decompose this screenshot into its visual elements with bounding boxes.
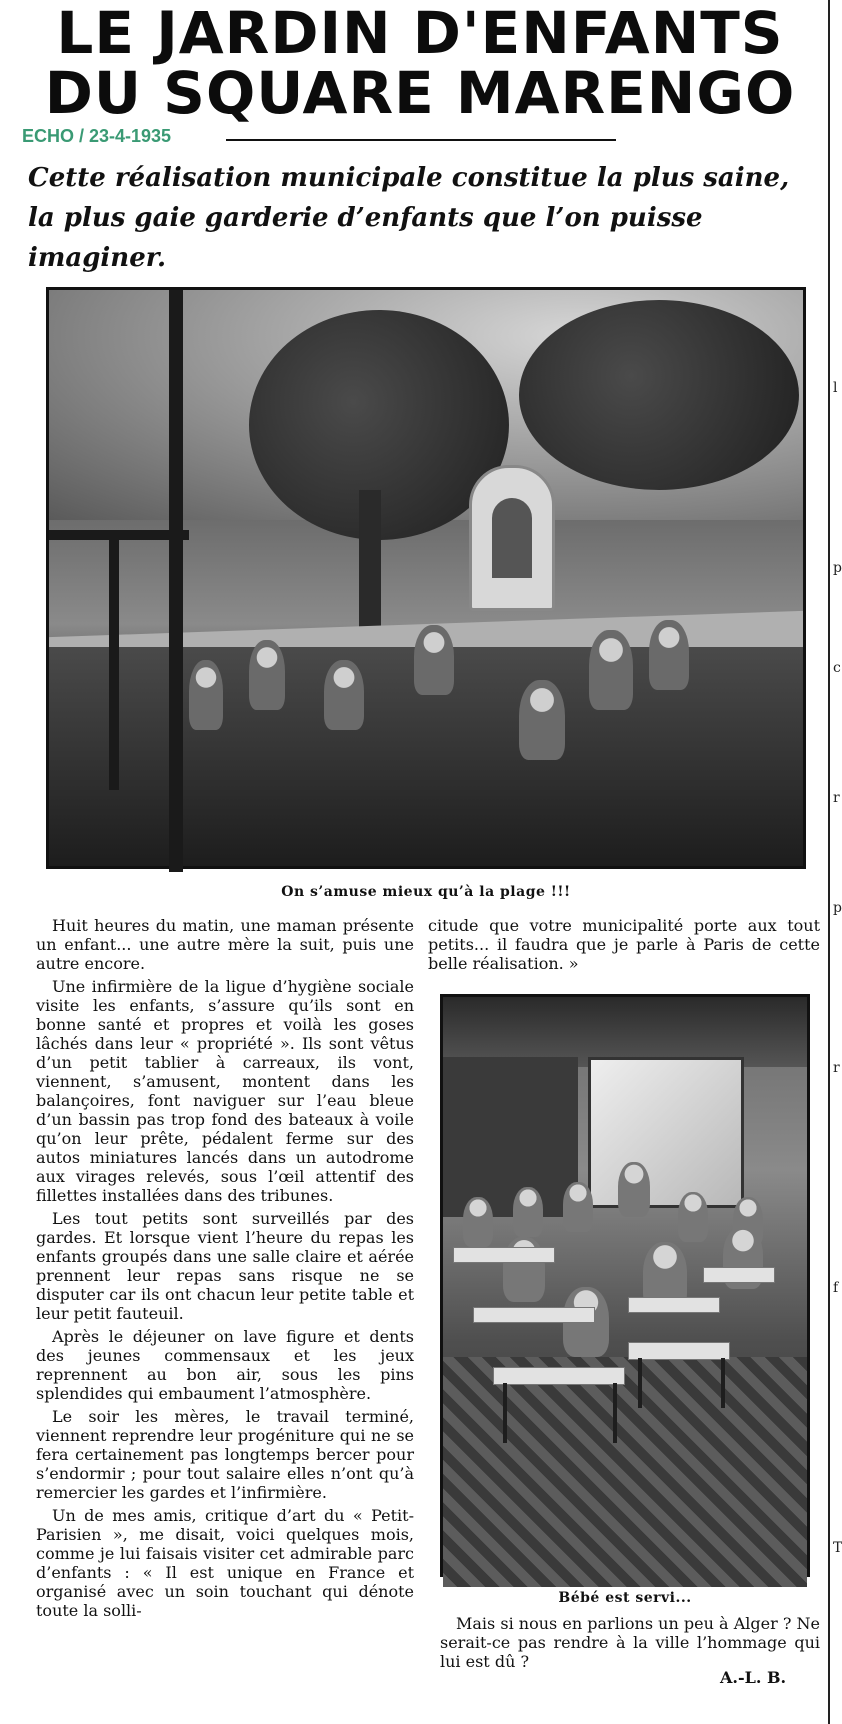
photo-table-leg (638, 1358, 642, 1408)
photo-tree-trunk (359, 490, 381, 630)
headline-rule (226, 139, 616, 141)
photo-child (589, 630, 633, 710)
article-paragraph: Mais si nous en parlions un peu à Alger ? Ne serait-ce pas rendre à la ville l’hommage qui lui est dû ? (440, 1614, 820, 1671)
article-column-left (36, 916, 414, 1624)
article-paragraph: Après le déjeuner on lave figure et dents des jeunes commensaux et les jeux reprennent au bon air, sous les pins splendides qui embaument l’atmosphère. (36, 1327, 414, 1403)
article-paragraph: Le soir les mères, le travail terminé, viennent reprendre leur progéniture qui ne se fera certainement pas longtemps bercer pour s’endormir ; pour tout salaire elles n’ont qu’à remercier les gardes et l’infirmière. (36, 1407, 414, 1502)
photo-child (519, 680, 565, 760)
author-signature: A.-L. B. (720, 1668, 787, 1687)
source-date-stamp: ECHO / 23-4-1935 (22, 126, 172, 146)
photo-floor (443, 1357, 807, 1587)
article-column-right-bottom (440, 1614, 820, 1675)
photo-child (678, 1192, 708, 1242)
article-paragraph: Un de mes amis, critique d’art du « Petit-Parisien », me disait, voici quelques mois, comme je lui faisais visiter cet admirable parc d’enfants : « Il est unique en France et organisé avec un soin touchant qui dénote toute la solli- (36, 1506, 414, 1620)
garden-photo (46, 287, 806, 869)
article-paragraph: Huit heures du matin, une maman présente un enfant... une autre mère la suit, puis une autre encore. (36, 916, 414, 973)
photo-child (563, 1182, 593, 1232)
article-paragraph: citude que votre municipalité porte aux tout petits... il faudra que je parle à Paris de cette belle réalisation. » (428, 916, 820, 973)
adjacent-column-edge: l p c r p r f T (833, 380, 842, 1556)
column-divider (828, 0, 830, 1724)
photo-table (493, 1367, 625, 1385)
photo-child (513, 1187, 543, 1237)
photo-tree (519, 300, 799, 490)
photo-table-leg (503, 1383, 507, 1443)
headline-line-2: DU SQUARE MARENGO (44, 59, 796, 127)
dining-room-photo (440, 994, 810, 1577)
photo-window (588, 1057, 744, 1208)
photo-post (109, 540, 119, 790)
photo-table (473, 1307, 595, 1323)
photo-child (414, 625, 454, 695)
photo-child (463, 1197, 493, 1247)
photo-child (618, 1162, 650, 1217)
headline-line-1: LE JARDIN D'ENFANTS (56, 0, 784, 67)
garden-photo-caption: On s’amuse mieux qu’à la plage !!! (281, 884, 571, 900)
photo-child (649, 620, 689, 690)
photo-table (628, 1342, 730, 1360)
article-paragraph: Une infirmière de la ligue d’hygiène sociale visite les enfants, s’assure qu’ils sont en bonne santé et propres et voilà les goses lâchés dans leur « propriété ». Ils sont vêtus d’un petit tablier à carreaux, ils vont, viennent, s’amusent, montent dans les balançoires, font naviguer sur l’eau bleue d’un bassin pas trop fond des bateaux à voile qu’on leur prête, pédalent ferme sur des autos miniatures lancés dans un autodrome aux virages relevés, sous l’œil attentif des fillettes installées dans des tribunes. (36, 977, 414, 1205)
dining-photo-caption: Bébé est servi... (558, 1590, 692, 1606)
photo-table-leg (613, 1383, 617, 1443)
photo-table (453, 1247, 555, 1263)
photo-child (324, 660, 364, 730)
photo-child (189, 660, 223, 730)
photo-beam (49, 530, 189, 540)
photo-wall (443, 1057, 578, 1217)
photo-table (628, 1297, 720, 1313)
photo-table-leg (721, 1358, 725, 1408)
article-paragraph: Les tout petits sont surveillés par des gardes. Et lorsque vient l’heure du repas les enfants groupés dans une salle claire et aérée prennent leur repas sans risque ne se disputer car ils ont chacun leur petite table et leur petit fauteuil. (36, 1209, 414, 1323)
photo-child (249, 640, 285, 710)
photo-table (703, 1267, 775, 1283)
photo-playhouse (469, 465, 555, 611)
photo-post (169, 290, 183, 872)
article-column-right-top (428, 916, 820, 977)
article-deck: Cette réalisation municipale constitue la plus saine, la plus gaie garderie d’enfants que l’on puisse imaginer. (28, 163, 790, 273)
